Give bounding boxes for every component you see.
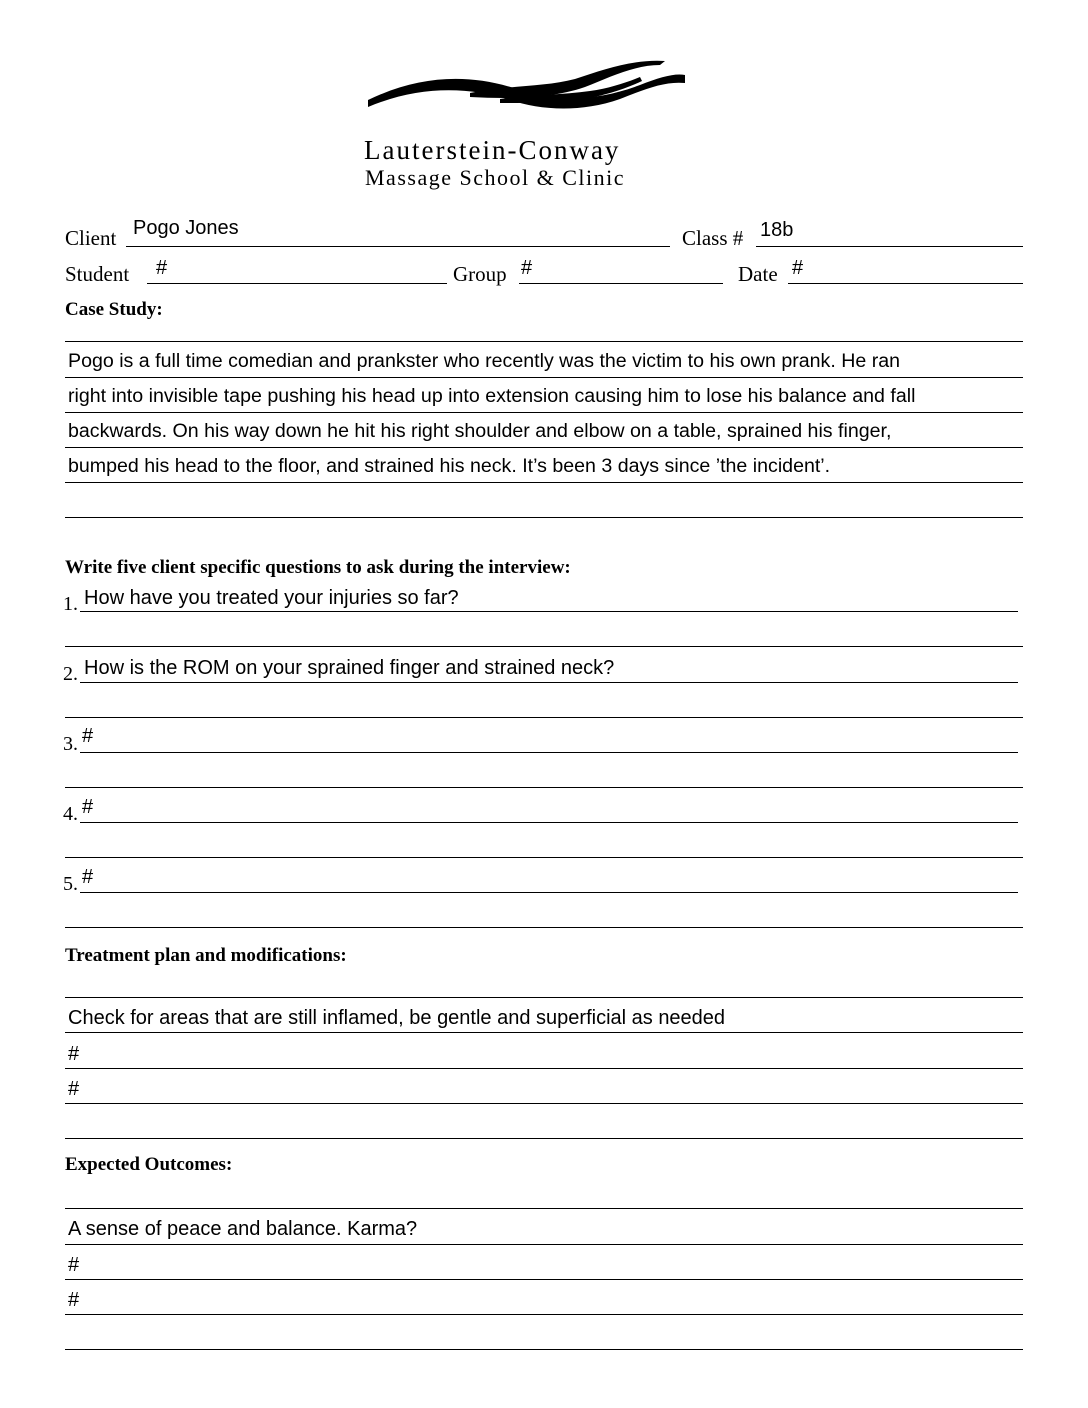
school-logo bbox=[360, 55, 690, 195]
ruled-line bbox=[65, 646, 1023, 647]
ruled-line bbox=[65, 1279, 1023, 1280]
ruled-line bbox=[65, 447, 1023, 448]
case-study-line-3[interactable]: backwards. On his way down he hit his right shoulder and elbow on a table, sprained his finger, bbox=[68, 420, 892, 442]
question-number-4: 4. bbox=[63, 803, 78, 825]
client-underline bbox=[126, 246, 670, 247]
date-field[interactable]: # bbox=[792, 257, 804, 279]
logo-subtitle: Massage School & Clinic bbox=[365, 165, 625, 190]
ruled-line bbox=[65, 787, 1023, 788]
ruled-line bbox=[65, 482, 1023, 483]
ruled-line bbox=[65, 1244, 1023, 1245]
question-4-field[interactable]: # bbox=[82, 796, 94, 818]
ruled-line bbox=[65, 1138, 1023, 1139]
class-field[interactable]: 18b bbox=[760, 219, 794, 241]
ruled-line bbox=[65, 377, 1023, 378]
treatment-line-3[interactable]: # bbox=[68, 1078, 80, 1100]
question-5-field[interactable]: # bbox=[82, 866, 94, 888]
ruled-line bbox=[65, 857, 1023, 858]
client-field[interactable]: Pogo Jones bbox=[133, 217, 239, 239]
ruled-line bbox=[65, 1032, 1023, 1033]
student-label: Student bbox=[65, 262, 130, 286]
wave-logo-icon bbox=[360, 55, 690, 115]
date-underline bbox=[788, 283, 1023, 284]
ruled-line bbox=[80, 892, 1018, 893]
student-underline bbox=[147, 283, 447, 284]
ruled-line bbox=[65, 717, 1023, 718]
question-1-field[interactable]: How have you treated your injuries so far? bbox=[84, 587, 459, 609]
question-number-3: 3. bbox=[63, 733, 78, 755]
outcomes-line-1[interactable]: A sense of peace and balance. Karma? bbox=[68, 1218, 418, 1240]
ruled-line bbox=[80, 611, 1018, 612]
ruled-line bbox=[65, 1103, 1023, 1104]
group-field[interactable]: # bbox=[521, 257, 533, 279]
outcomes-heading: Expected Outcomes: bbox=[65, 1154, 233, 1175]
question-2-field[interactable]: How is the ROM on your sprained finger and strained neck? bbox=[84, 657, 615, 679]
outcomes-line-3[interactable]: # bbox=[68, 1289, 80, 1311]
student-field[interactable]: # bbox=[156, 257, 168, 279]
ruled-line bbox=[65, 341, 1023, 342]
question-number-5: 5. bbox=[63, 873, 78, 895]
ruled-line bbox=[80, 822, 1018, 823]
ruled-line bbox=[65, 927, 1023, 928]
case-study-line-1[interactable]: Pogo is a full time comedian and prankster who recently was the victim to his own prank. He ran bbox=[68, 350, 901, 372]
ruled-line bbox=[65, 1068, 1023, 1069]
ruled-line bbox=[65, 1314, 1023, 1315]
ruled-line bbox=[65, 997, 1023, 998]
question-number-1: 1. bbox=[63, 593, 78, 615]
questions-heading: Write five client specific questions to ask during the interview: bbox=[65, 557, 571, 578]
question-3-field[interactable]: # bbox=[82, 725, 94, 747]
ruled-line bbox=[65, 412, 1023, 413]
ruled-line bbox=[65, 1349, 1023, 1350]
client-label: Client bbox=[65, 226, 117, 250]
case-study-line-2[interactable]: right into invisible tape pushing his head up into extension causing him to lose his balance and fall bbox=[68, 385, 916, 407]
group-underline bbox=[519, 283, 723, 284]
case-study-line-4[interactable]: bumped his head to the floor, and strained his neck. It’s been 3 days since ’the incident’. bbox=[68, 455, 831, 477]
date-label: Date bbox=[738, 262, 778, 286]
class-underline bbox=[756, 246, 1023, 247]
case-study-heading: Case Study: bbox=[65, 299, 163, 320]
logo-title: Lauterstein-Conway bbox=[364, 135, 621, 165]
question-number-2: 2. bbox=[63, 663, 78, 685]
ruled-line bbox=[80, 752, 1018, 753]
ruled-line bbox=[65, 1208, 1023, 1209]
treatment-line-1[interactable]: Check for areas that are still inflamed, be gentle and superficial as needed bbox=[68, 1007, 726, 1029]
treatment-heading: Treatment plan and modifications: bbox=[65, 945, 347, 966]
treatment-line-2[interactable]: # bbox=[68, 1043, 80, 1065]
group-label: Group bbox=[453, 262, 507, 286]
class-label: Class # bbox=[682, 226, 744, 250]
ruled-line bbox=[80, 682, 1018, 683]
outcomes-line-2[interactable]: # bbox=[68, 1254, 80, 1276]
ruled-line bbox=[65, 517, 1023, 518]
